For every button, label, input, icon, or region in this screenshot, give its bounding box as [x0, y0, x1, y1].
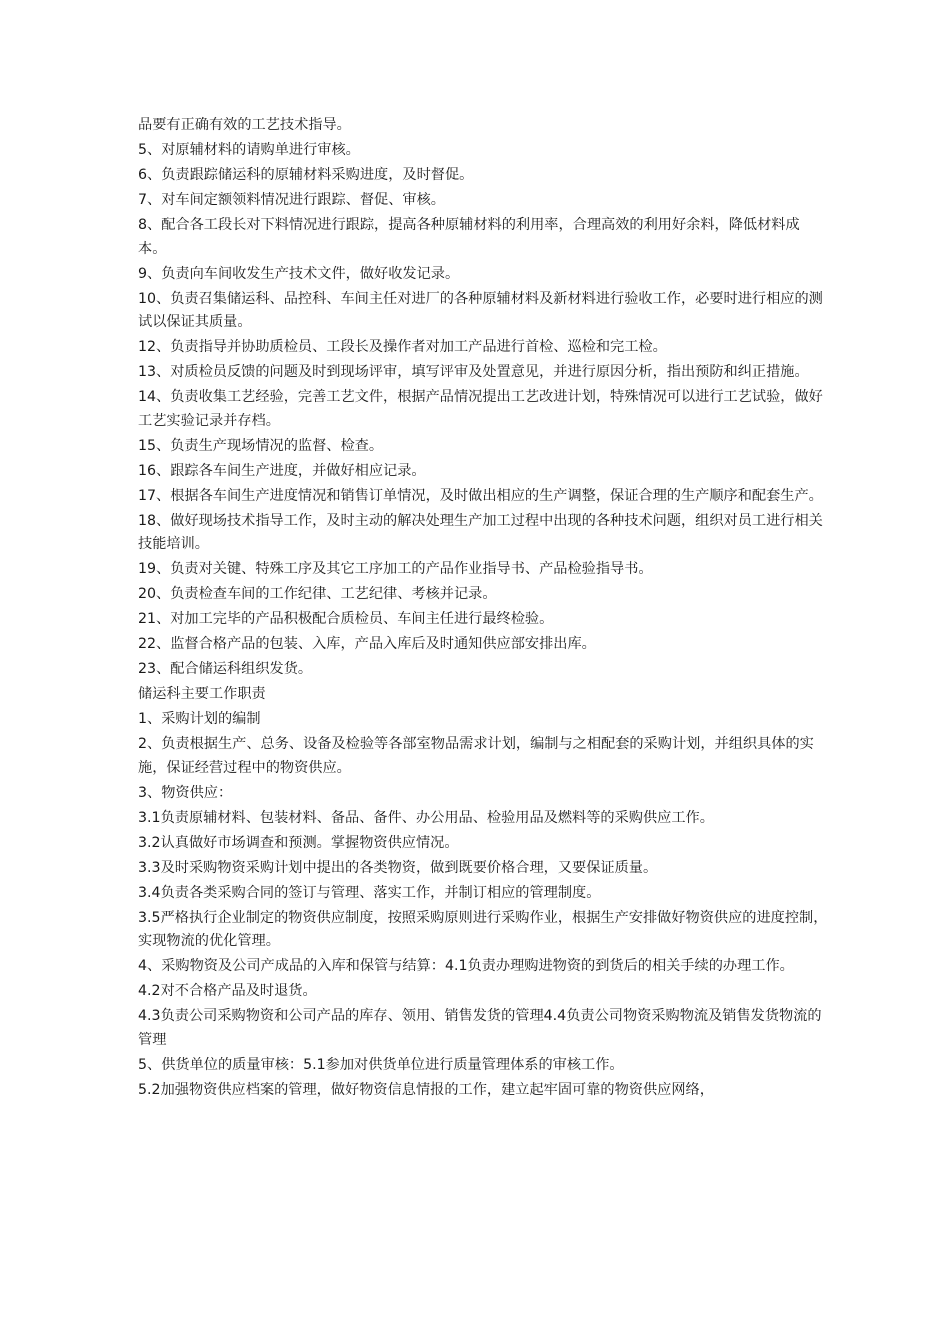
paragraph: 1、采购计划的编制 — [138, 711, 261, 727]
paragraph: 4.2对不合格产品及时退货。 — [138, 983, 317, 999]
paragraph: 3.1负责原辅材料、包装材料、备品、备件、办公用品、检验用品及燃料等的采购供应工作。 — [138, 809, 714, 826]
paragraph: 21、对加工完毕的产品积极配合质检员、车间主任进行最终检验。 — [138, 611, 554, 627]
document-body — [138, 114, 828, 1104]
paragraph: 4.3负责公司采购物资和公司产品的库存、领用、销售发货的管理4.4负责公司物资采购物流及销售发货物流的管理 — [138, 1008, 822, 1048]
paragraph: 23、配合储运科组织发货。 — [138, 661, 313, 677]
paragraph: 3.4负责各类采购合同的签订与管理、落实工作，并制订相应的管理制度。 — [138, 884, 601, 901]
paragraph: 3.3及时采购物资采购计划中提出的各类物资，做到既要价格合理，又要保证质量。 — [138, 859, 658, 876]
paragraph: 17、根据各车间生产进度情况和销售订单情况，及时做出相应的生产调整，保证合理的生产顺序和配套生产。 — [138, 487, 823, 504]
paragraph: 品要有正确有效的工艺技术指导。 — [138, 117, 351, 133]
paragraph: 16、跟踪各车间生产进度，并做好相应记录。 — [138, 462, 426, 479]
paragraph: 5、供货单位的质量审核：5.1参加对供货单位进行质量管理体系的审核工作。 — [138, 1056, 624, 1073]
paragraph: 6、负责跟踪储运科的原辅材料采购进度，及时督促。 — [138, 167, 474, 183]
paragraph: 3.2认真做好市场调查和预测。掌握物资供应情况。 — [138, 834, 459, 851]
paragraph: 5、对原辅材料的请购单进行审核。 — [138, 142, 360, 158]
paragraph: 15、负责生产现场情况的监督、检查。 — [138, 437, 384, 454]
paragraph: 19、负责对关键、特殊工序及其它工序加工的产品作业指导书、产品检验指导书。 — [138, 561, 653, 577]
paragraph: 13、对质检员反馈的问题及时到现场评审，填写评审及处置意见，并进行原因分析，指出预防和纠正措施。 — [138, 364, 809, 380]
paragraph: 4、采购物资及公司产成品的入库和保管与结算：4.1负责办理购进物资的到货后的相关手续的办理工作。 — [138, 958, 794, 974]
paragraph: 12、负责指导并协助质检员、工段长及操作者对加工产品进行首检、巡检和完工检。 — [138, 339, 667, 355]
paragraph: 9、负责向车间收发生产技术文件，做好收发记录。 — [138, 265, 460, 282]
paragraph: 14、负责收集工艺经验，完善工艺文件，根据产品情况提出工艺改进计划，特殊情况可以进行工艺试验，做好工艺实验记录并存档。 — [138, 389, 823, 429]
paragraph: 3、物资供应： — [138, 784, 233, 801]
section-heading: 储运科主要工作职责 — [138, 686, 266, 702]
paragraph: 22、监督合格产品的包装、入库，产品入库后及时通知供应部安排出库。 — [138, 636, 596, 652]
paragraph: 3.5严格执行企业制定的物资供应制度，按照采购原则进行采购作业，根据生产安排做好物资供应的进度控制，实现物流的优化管理。 — [138, 909, 828, 949]
paragraph: 2、负责根据生产、总务、设备及检验等各部室物品需求计划，编制与之相配套的采购计划，并组织具体的实施，保证经营过程中的物资供应。 — [138, 736, 814, 776]
paragraph: 8、配合各工段长对下料情况进行跟踪，提高各种原辅材料的利用率，合理高效的利用好余料，降低材料成本。 — [138, 217, 800, 257]
paragraph: 20、负责检查车间的工作纪律、工艺纪律、考核并记录。 — [138, 586, 497, 602]
paragraph: 7、对车间定额领料情况进行跟踪、督促、审核。 — [138, 192, 445, 208]
paragraph: 5.2加强物资供应档案的管理，做好物资信息情报的工作，建立起牢固可靠的物资供应网络， — [138, 1081, 714, 1098]
paragraph: 10、负责召集储运科、品控科、车间主任对进厂的各种原辅材料及新材料进行验收工作，必要时进行相应的测试以保证其质量。 — [138, 290, 823, 330]
paragraph: 18、做好现场技术指导工作，及时主动的解决处理生产加工过程中出现的各种技术问题，组织对员工进行相关技能培训。 — [138, 512, 823, 552]
